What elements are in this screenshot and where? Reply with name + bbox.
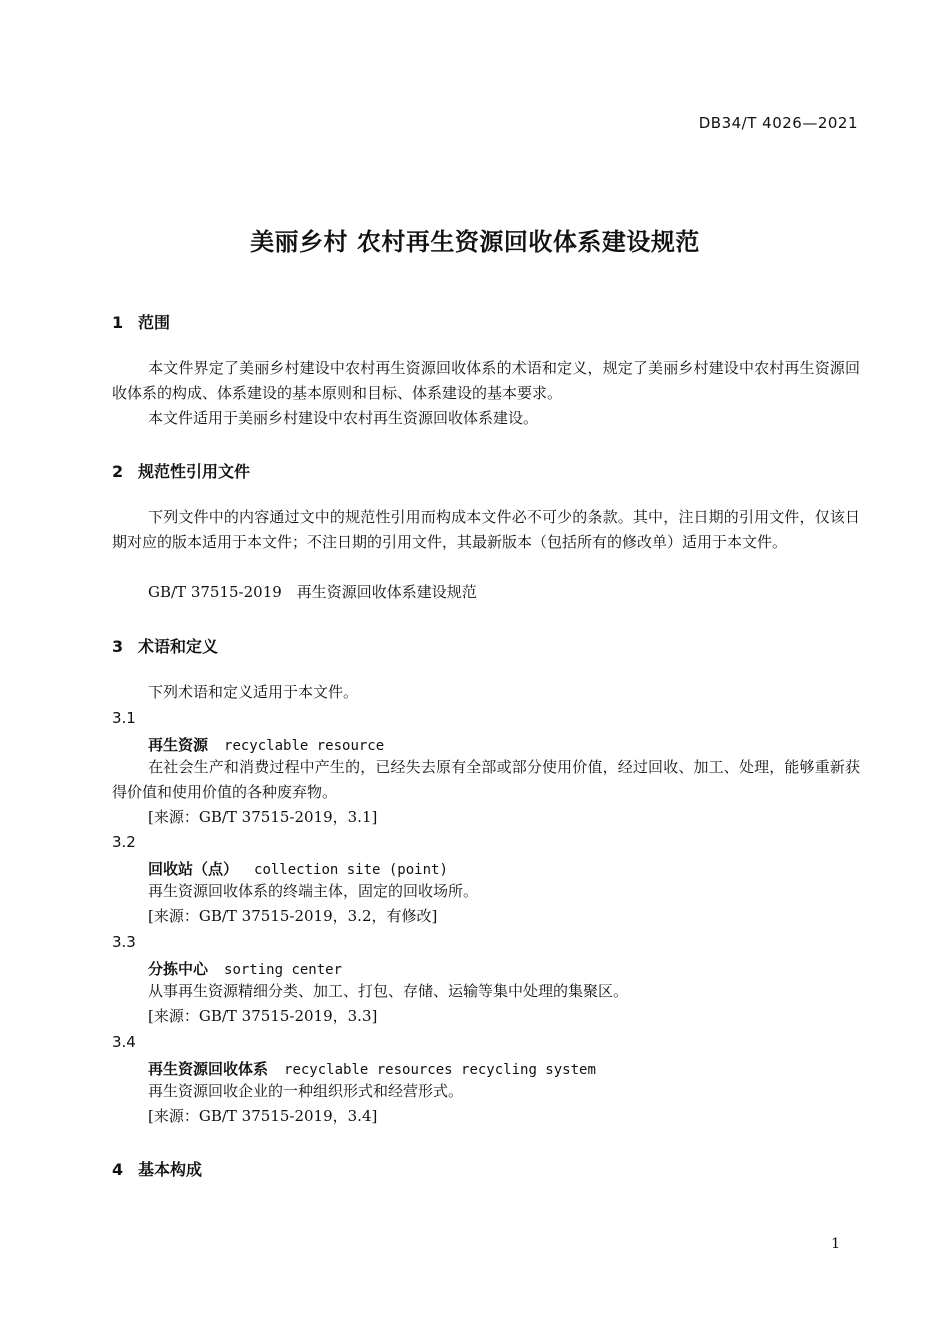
term-entry (148, 958, 342, 979)
term-entry (148, 734, 384, 755)
term-zh: 分拣中心 (148, 960, 209, 978)
document-title: 美丽乡村 农村再生资源回收体系建设规范 (250, 228, 700, 256)
term-definition: 在社会生产和消费过程中产生的，已经失去原有全部或部分使用价值，经过回收、加工、处理，能够重新获得价值和使用价值的各种废弃物。 (112, 758, 860, 801)
section-2-heading (112, 459, 250, 482)
term-definition: 再生资源回收体系的终端主体，固定的回收场所。 (148, 882, 479, 900)
section-3-intro: 下列术语和定义适用于本文件。 (148, 683, 359, 701)
term-zh: 再生资源 (148, 736, 209, 754)
term-source: [来源：GB/T 37515-2019，3.4] (148, 1107, 378, 1125)
normative-reference: GB/T 37515-2019 再生资源回收体系建设规范 (148, 583, 477, 601)
clause-number: 3.3 (112, 933, 136, 951)
section-1-paragraph-2: 本文件适用于美丽乡村建设中农村再生资源回收体系建设。 (148, 409, 539, 427)
term-source: [来源：GB/T 37515-2019，3.1] (148, 808, 378, 826)
term-zh: 再生资源回收体系 (148, 1060, 269, 1078)
standard-code: DB34/T 4026—2021 (698, 114, 858, 132)
clause-number: 3.2 (112, 833, 136, 851)
clause-number: 3.1 (112, 709, 136, 727)
section-1-paragraph-1: 本文件界定了美丽乡村建设中农村再生资源回收体系的术语和定义，规定了美丽乡村建设中农村再生资源回收体系的构成、体系建设的基本原则和目标、体系建设的基本要求。 (112, 359, 860, 402)
section-title: 基本构成 (138, 1160, 203, 1179)
section-title: 术语和定义 (138, 637, 219, 656)
section-3-heading (112, 634, 218, 657)
term-en: collection site (point) (254, 862, 448, 878)
term-definition: 再生资源回收企业的一种组织形式和经营形式。 (148, 1082, 464, 1100)
section-title: 规范性引用文件 (138, 462, 251, 481)
section-title: 范围 (138, 313, 171, 332)
section-2-paragraph-1: 下列文件中的内容通过文中的规范性引用而构成本文件必不可少的条款。其中，注日期的引用文件，仅该日期对应的版本适用于本文件；不注日期的引用文件，其最新版本（包括所有的修改单）适用于本文件。 (112, 508, 860, 551)
term-en: recyclable resources recycling system (284, 1062, 596, 1078)
term-source: [来源：GB/T 37515-2019，3.3] (148, 1007, 378, 1025)
clause-number: 3.4 (112, 1033, 136, 1051)
term-en: recyclable resource (224, 738, 385, 754)
section-1-heading (112, 310, 170, 333)
term-definition: 从事再生资源精细分类、加工、打包、存储、运输等集中处理的集聚区。 (148, 982, 629, 1000)
section-number: 1 (112, 313, 124, 332)
section-number: 2 (112, 462, 124, 481)
term-entry (148, 1058, 596, 1079)
section-number: 4 (112, 1160, 124, 1179)
term-zh: 回收站（点） (148, 860, 239, 878)
term-entry (148, 858, 448, 879)
term-en: sorting center (224, 962, 343, 978)
section-4-heading (112, 1157, 202, 1180)
term-source: [来源：GB/T 37515-2019，3.2，有修改] (148, 907, 438, 925)
page-number: 1 (831, 1236, 840, 1252)
section-number: 3 (112, 637, 124, 656)
